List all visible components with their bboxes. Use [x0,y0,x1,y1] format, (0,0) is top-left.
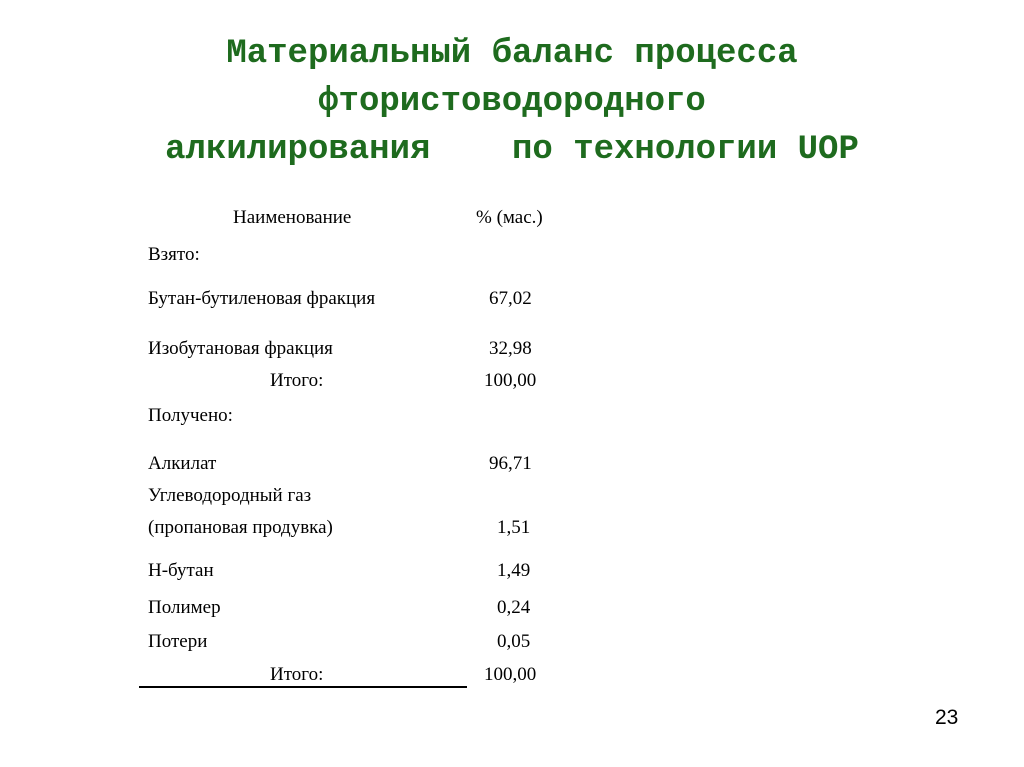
slide-title [0,30,1024,174]
row-name-polymer: Полимер [148,597,221,618]
row-name-n-butane: Н-бутан [148,560,214,581]
row-value-alkylate: 96,71 [489,453,532,474]
section-label-obtained: Получено: [148,405,233,426]
row-value-losses: 0,05 [497,631,531,652]
row-value-isobutane: 32,98 [489,338,532,359]
row-name-losses: Потери [148,631,208,652]
taken-total-value: 100,00 [484,370,537,391]
taken-total-label: Итого: [270,370,324,391]
row-value-polymer: 0,24 [497,597,531,618]
slide-number: 23 [935,706,959,729]
column-header-percent: % (мас.) [476,207,543,228]
row-value-propane-purge: 1,51 [497,517,531,538]
obtained-total-label: Итого: [270,664,324,685]
column-header-name: Наименование [233,207,352,228]
obtained-total-value: 100,00 [484,664,537,685]
row-value-butane-butylene: 67,02 [489,288,532,309]
slide-title-line-3: алкилирования по технологии UOP [165,131,859,169]
row-name-hydrocarbon-gas: Углеводородный газ [148,485,312,506]
row-value-n-butane: 1,49 [497,560,531,581]
slide-title-line-2: фтористоводородного [318,83,706,121]
row-name-propane-purge: (пропановая продувка) [148,517,333,538]
slide-title-line-1: Материальный баланс процесса [226,35,798,73]
section-label-taken: Взято: [148,244,200,265]
total-divider-line [139,686,467,688]
row-name-isobutane: Изобутановая фракция [148,338,333,359]
row-name-butane-butylene: Бутан-бутиленовая фракция [148,288,376,309]
row-name-alkylate: Алкилат [148,453,217,474]
